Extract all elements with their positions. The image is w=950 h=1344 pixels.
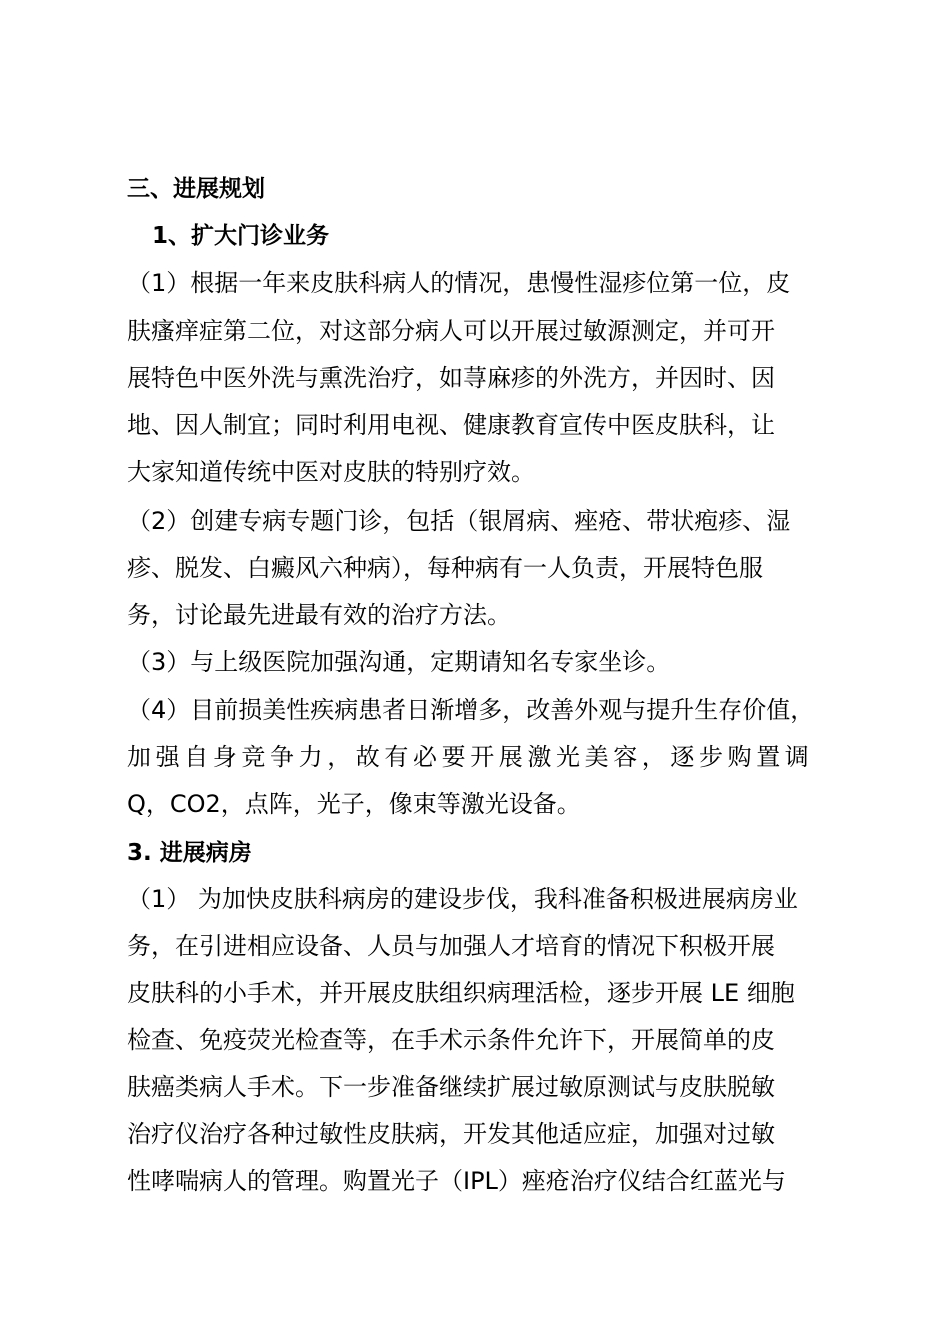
paragraph-line: 肤癌类病人手术。下一步准备继续扩展过敏原测试与皮肤脱敏 [127,1073,775,1101]
section-title: 三、进展规划 [127,176,265,202]
paragraph-line: 地、因人制宜；同时利用电视、健康教育宣传中医皮肤科，让 [127,411,775,439]
paragraph-line: 大家知道传统中医对皮肤的特别疗效。 [127,458,535,486]
paragraph-line: 治疗仪治疗各种过敏性皮肤病，开发其他适应症，加强对过敏 [127,1120,775,1148]
paragraph-line: 皮肤科的小手术，并开展皮肤组织病理活检，逐步开展 LE 细胞 [127,979,795,1007]
paragraph-line: 疹、脱发、白癜风六种病），每种病有一人负责，开展特色服 [127,554,763,582]
paragraph-line: 检查、免疫荧光检查等，在手术示条件允许下，开展简单的皮 [127,1026,775,1054]
paragraph-line: 务，讨论最先进最有效的治疗方法。 [127,601,511,629]
paragraph-line: （2）创建专病专题门诊，包括（银屑病、痤疮、带状疱疹、湿 [127,507,791,535]
paragraph-line: Q，CO2，点阵，光子，像束等激光设备。 [127,790,581,818]
paragraph-line: （4）目前损美性疾病患者日渐增多，改善外观与提升生存价值， [127,696,815,724]
paragraph-line: 务，在引进相应设备、人员与加强人才培育的情况下积极开展 [127,932,775,960]
paragraph-line: （1）根据一年来皮肤科病人的情况，患慢性湿疹位第一位，皮 [127,269,791,297]
subsection-title: 1、扩大门诊业务 [152,223,330,249]
subsection-title: 3. 进展病房 [127,840,252,866]
paragraph-line: 肤瘙痒症第二位，对这部分病人可以开展过敏源测定，并可开 [127,317,775,345]
paragraph-line: （1） 为加快皮肤科病房的建设步伐，我科准备积极进展病房业 [127,885,798,913]
paragraph-line: 加强自身竞争力，故有必要开展激光美容，逐步购置调 [127,743,814,771]
paragraph-line: 展特色中医外洗与熏洗治疗，如荨麻疹的外洗方，并因时、因 [127,364,775,392]
paragraph-line: 性哮喘病人的管理。购置光子（IPL）痤疮治疗仪结合红蓝光与 [127,1167,786,1195]
paragraph-line: （3）与上级医院加强沟通，定期请知名专家坐诊。 [127,648,671,676]
